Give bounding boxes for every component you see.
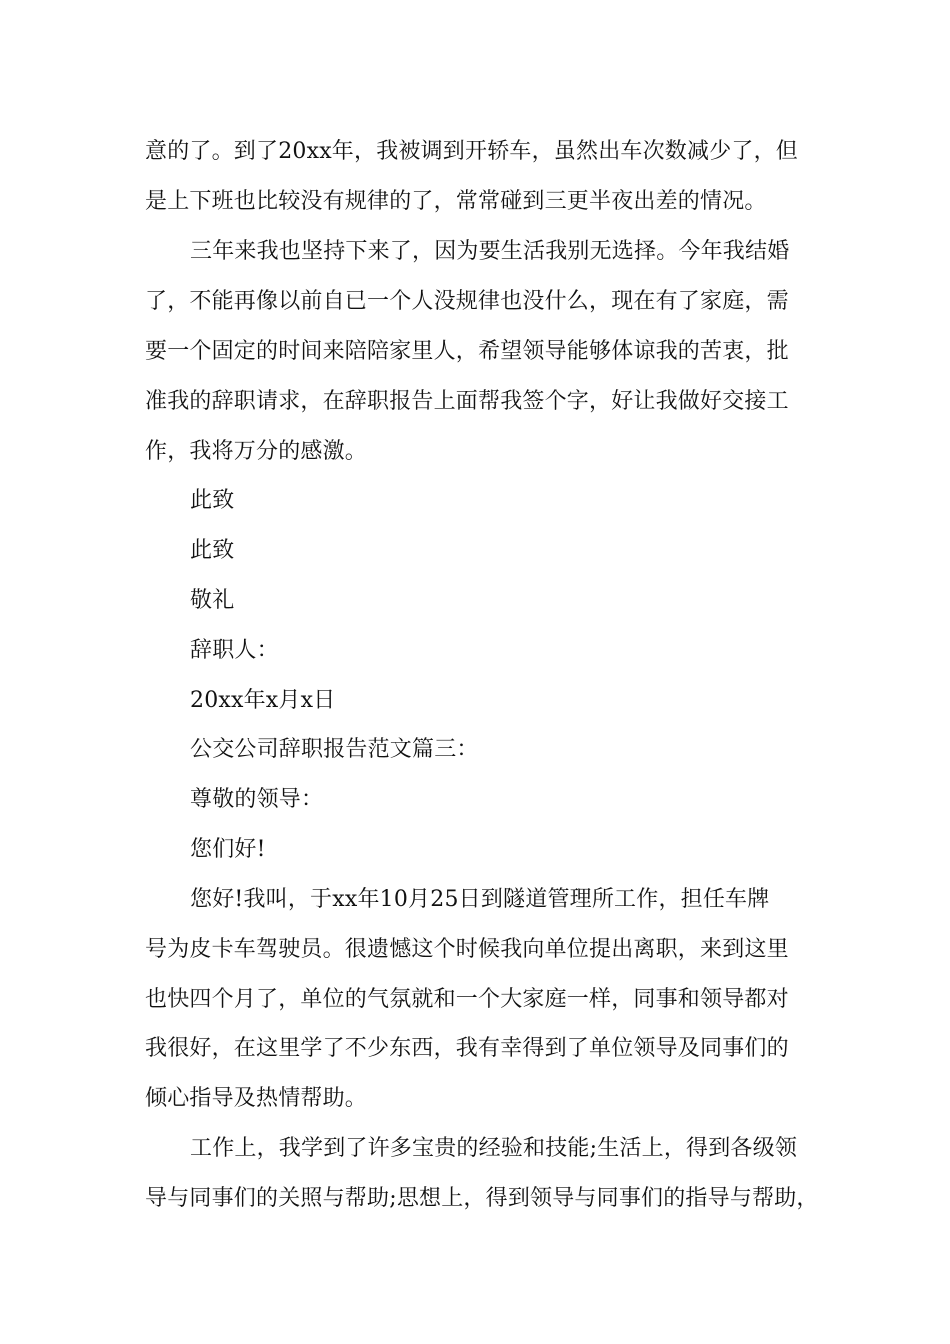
text-line: 准我的辞职请求，在辞职报告上面帮我签个字，好让我做好交接工	[145, 389, 789, 414]
text-line: 我很好，在这里学了不少东西，我有幸得到了单位领导及同事们的	[145, 1036, 789, 1061]
text-line: 也快四个月了，单位的气氛就和一个大家庭一样，同事和领导都对	[145, 987, 789, 1012]
section-heading: 公交公司辞职报告范文篇三：	[190, 737, 479, 762]
text-line: 倾心指导及热情帮助。	[145, 1086, 368, 1111]
text-line: 了，不能再像以前自已一个人没规律也没什么，现在有了家庭，需	[145, 289, 789, 314]
text-line: 导与同事们的关照与帮助;思想上，得到领导与同事们的指导与帮助，	[145, 1186, 819, 1211]
salutation-line: 敬礼	[190, 588, 235, 613]
text-line: 意的了。到了20xx年，我被调到开轿车，虽然出车次数减少了，但	[145, 139, 799, 164]
greeting-line: 尊敬的领导：	[190, 787, 324, 812]
closing-line: 此致	[190, 488, 235, 513]
closing-line: 此致	[190, 538, 235, 563]
date-line: 20xx年x月x日	[190, 688, 336, 713]
signature-label: 辞职人：	[190, 638, 279, 663]
text-line: 要一个固定的时间来陪陪家里人，希望领导能够体谅我的苦衷，批	[145, 339, 789, 364]
text-line: 作，我将万分的感激。	[145, 439, 368, 464]
text-line: 号为皮卡车驾驶员。很遗憾这个时候我向单位提出离职，来到这里	[145, 937, 789, 962]
paragraph-start-line: 工作上，我学到了许多宝贵的经验和技能;生活上，得到各级领	[190, 1136, 798, 1161]
paragraph-start-line: 三年来我也坚持下来了，因为要生活我别无选择。今年我结婚	[190, 239, 790, 264]
text-line: 是上下班也比较没有规律的了，常常碰到三更半夜出差的情况。	[145, 189, 767, 214]
paragraph-start-line: 您好!我叫，于xx年10月25日到隧道管理所工作，担任车牌	[190, 887, 770, 912]
greeting-line: 您们好!	[190, 837, 266, 862]
